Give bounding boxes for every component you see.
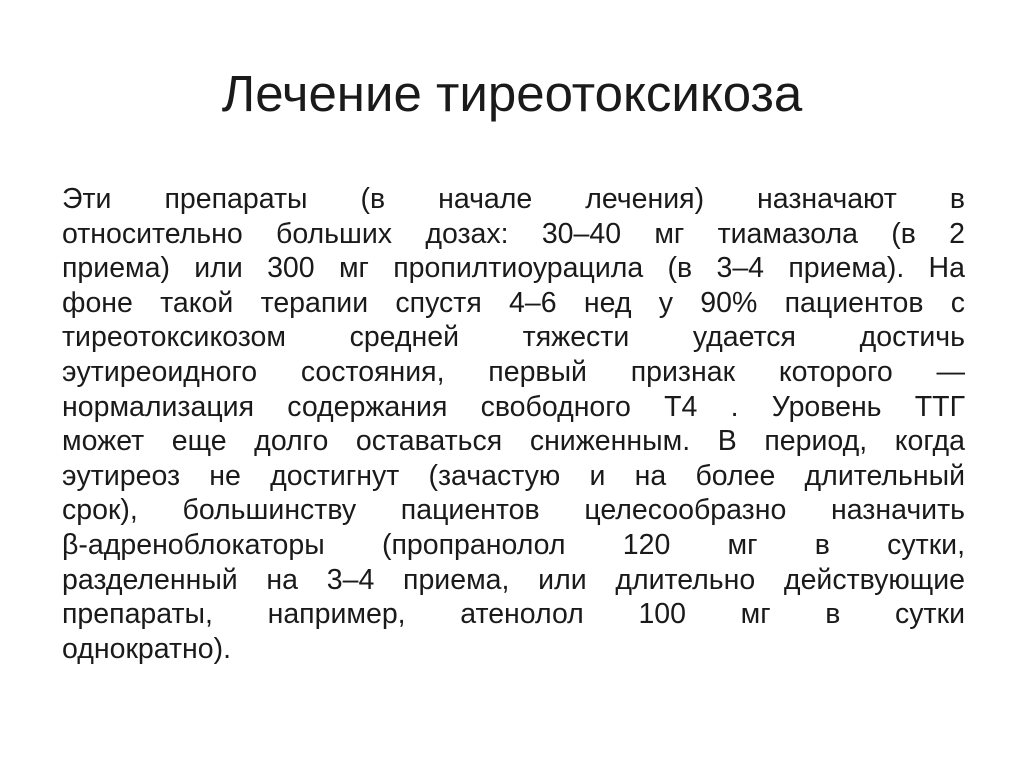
slide-body-text [62, 182, 965, 666]
body-line: β-адреноблокаторы (пропранолол 120 мг в сутки, [62, 528, 965, 561]
body-line: может еще долго оставаться сниженным. В период, когда [62, 425, 965, 458]
body-line: разделенный на 3–4 приема, или длительно действующие [62, 563, 965, 596]
body-line: приема) или 300 мг пропилтиоурацила (в 3–4 приема). На [62, 252, 965, 285]
body-line: фоне такой терапии спустя 4–6 нед у 90% пациентов с [62, 286, 965, 319]
slide-title: Лечение тиреотоксикоза [221, 65, 803, 122]
body-line: тиреотоксикозом средней тяжести удается достичь [62, 321, 965, 354]
body-line: нормализация содержания свободного Т4 . Уровень ТТГ [62, 390, 965, 423]
body-line: срок), большинству пациентов целесообразно назначить [62, 494, 965, 527]
body-line: эутиреоз не достигнут (зачастую и на более длительный [62, 459, 965, 492]
body-line: относительно больших дозах: 30–40 мг тиамазола (в 2 [62, 217, 965, 250]
body-line: Эти препараты (в начале лечения) назначают в [62, 183, 965, 215]
body-line: однократно). [62, 632, 232, 665]
body-line: препараты, например, атенолол 100 мг в сутки [62, 598, 965, 631]
body-line: эутиреоидного состояния, первый признак которого — [62, 355, 965, 388]
